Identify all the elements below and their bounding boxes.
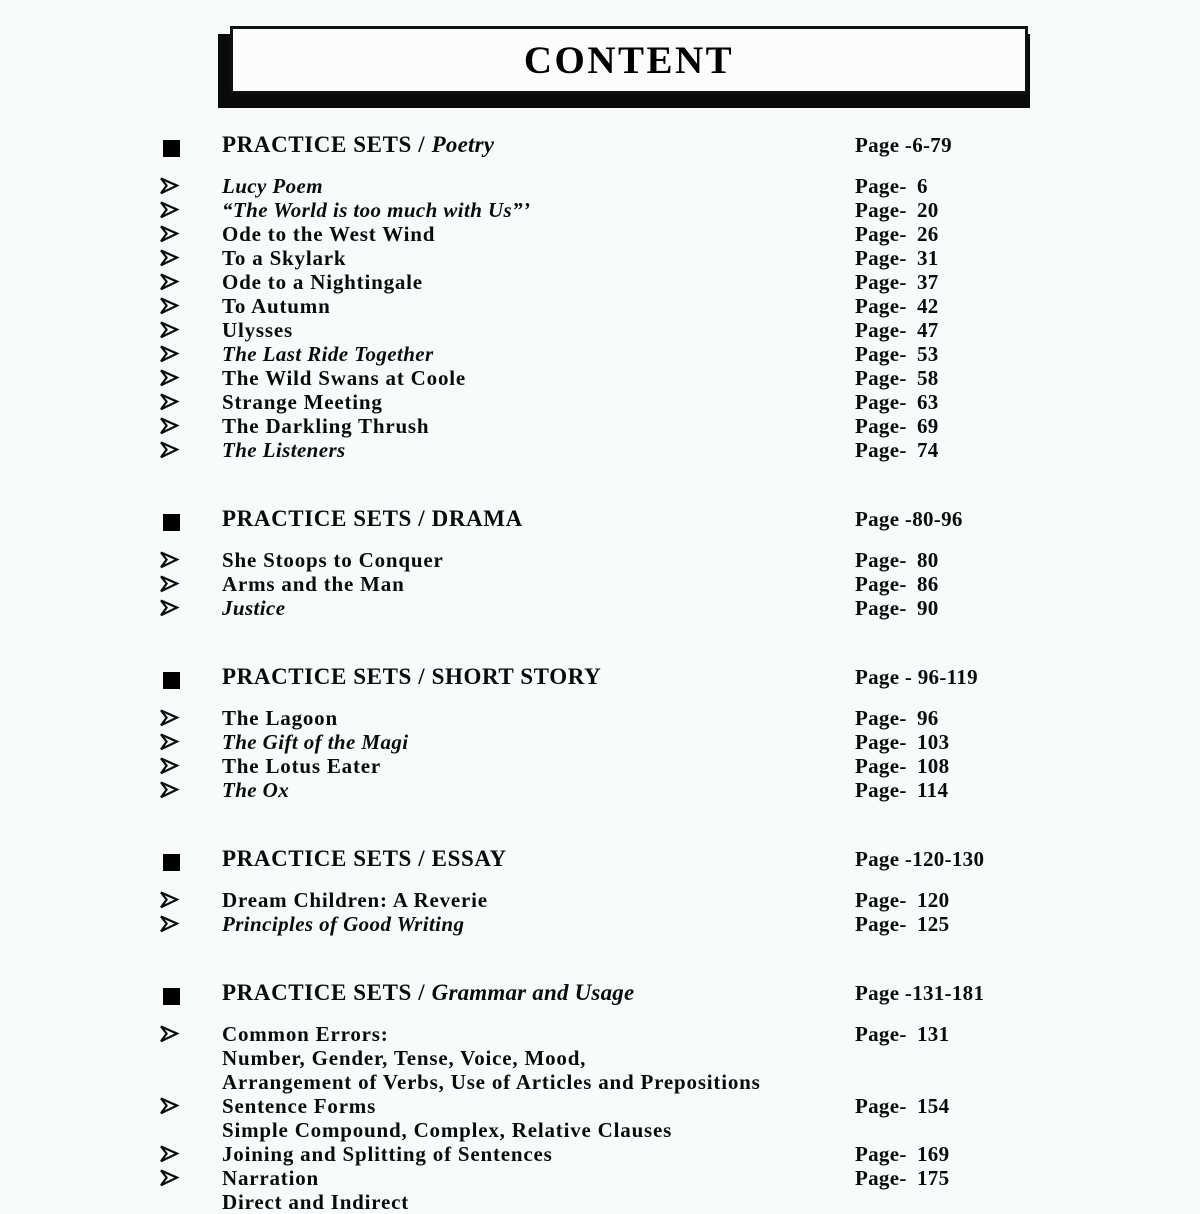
toc-entry[interactable] [0,438,1200,462]
toc-entry[interactable] [0,198,1200,222]
toc-entry-page-number: 80 [917,548,939,572]
toc-entry-page-number: 103 [917,730,950,754]
toc-entry-page-number: 96 [917,706,939,730]
toc-entry-page [855,1142,949,1166]
toc-entry[interactable] [0,1022,1200,1046]
filled-square-bullet-icon [163,140,180,157]
toc-entry[interactable] [0,912,1200,936]
toc-entry-page [855,1166,949,1190]
arrowhead-bullet-icon [159,599,181,617]
toc-entry-page-number: 125 [917,912,950,936]
toc-section-short-story [0,620,1200,802]
arrowhead-bullet-icon [159,1025,181,1043]
toc-entry[interactable] [0,596,1200,620]
toc-entry-page [855,706,939,730]
section-title-separator: / [411,506,432,531]
toc-entry-title: The Lotus Eater [222,754,381,778]
toc-entry[interactable] [0,706,1200,730]
toc-entry-page [855,318,939,342]
toc-entry[interactable] [0,778,1200,802]
toc-entry-title: Narration [222,1166,320,1190]
toc-section-essay [0,802,1200,936]
section-page-range: Page -131-181 [855,981,985,1005]
section-title-separator: / [411,980,432,1005]
toc-entry-page-number: 69 [917,414,939,438]
toc-entry[interactable] [0,730,1200,754]
section-title [222,660,601,694]
arrowhead-bullet-icon [159,781,181,799]
section-spacer [0,802,1200,828]
toc-entry-subline-text: Number, Gender, Tense, Voice, Mood, [222,1046,587,1070]
toc-entry-page-label: Page- [855,888,907,912]
section-page-range: Page -120-130 [855,847,985,871]
toc-entry-page-number: 154 [917,1094,950,1118]
arrowhead-bullet-icon [159,417,181,435]
section-items [0,174,1200,462]
toc-entry-page [855,754,949,778]
filled-square-bullet-icon [163,514,180,531]
toc-entry-page [855,246,939,270]
toc-entry-title: Arms and the Man [222,572,405,596]
toc-entry-title: The Darkling Thrush [222,414,430,438]
toc-entry[interactable] [0,390,1200,414]
title-banner-box [230,26,1028,94]
toc-entry-title: Sentence Forms [222,1094,377,1118]
section-items [0,548,1200,620]
toc-entry-title: Ode to the West Wind [222,222,436,246]
arrowhead-bullet-icon [159,249,181,267]
toc-entry-page [855,1022,949,1046]
toc-entry-title: The Lagoon [222,706,338,730]
arrowhead-bullet-icon [159,915,181,933]
section-title-category: SHORT STORY [431,664,602,689]
section-title [222,128,494,162]
toc-entry-page [855,912,949,936]
section-spacer [0,936,1200,962]
toc-entry-title: “The World is too much with Us”’ [222,198,531,222]
toc-entry-page-label: Page- [855,596,907,620]
arrowhead-bullet-icon [159,201,181,219]
toc-entry-page-number: 37 [917,270,939,294]
arrowhead-bullet-icon [159,575,181,593]
section-spacer [0,462,1200,488]
arrowhead-bullet-icon [159,393,181,411]
toc-entry-title: Lucy Poem [222,174,323,198]
toc-entry-title: Common Errors: [222,1022,389,1046]
arrowhead-bullet-icon [159,1145,181,1163]
toc-entry[interactable] [0,294,1200,318]
toc-entry-page-label: Page- [855,730,907,754]
toc-entry-page-number: 63 [917,390,939,414]
page-title-banner [218,26,1030,108]
toc-entry[interactable] [0,318,1200,342]
toc-entry-title: She Stoops to Conquer [222,548,444,572]
section-page-range: Page -6-79 [855,133,952,157]
toc-section-drama [0,462,1200,620]
toc-entry-page-number: 26 [917,222,939,246]
section-title-prefix: PRACTICE SETS [222,506,412,531]
section-heading-poetry[interactable] [0,128,1200,168]
table-of-contents [0,128,1200,1214]
toc-entry-page-number: 114 [917,778,949,802]
arrowhead-bullet-icon [159,551,181,569]
toc-entry[interactable] [0,572,1200,596]
toc-entry-page-label: Page- [855,246,907,270]
section-title-separator: / [411,664,432,689]
toc-entry-page-number: 42 [917,294,939,318]
toc-entry[interactable] [0,1142,1200,1166]
toc-entry-page-label: Page- [855,1022,907,1046]
section-title [222,502,523,536]
toc-entry-page [855,1094,949,1118]
section-items [0,706,1200,802]
toc-entry-subline-text: Arrangement of Verbs, Use of Articles and Prepositions [222,1070,761,1094]
toc-entry[interactable] [0,1166,1200,1190]
arrowhead-bullet-icon [159,757,181,775]
toc-entry-page-label: Page- [855,294,907,318]
toc-entry-title: The Wild Swans at Coole [222,366,467,390]
toc-entry-subline [0,1046,1200,1070]
section-title-prefix: PRACTICE SETS [222,846,412,871]
toc-entry[interactable] [0,342,1200,366]
toc-section-grammar-and-usage [0,936,1200,1214]
toc-entry-page-number: 53 [917,342,939,366]
toc-entry-page-label: Page- [855,778,907,802]
toc-entry[interactable] [0,414,1200,438]
toc-entry-page-number: 58 [917,366,939,390]
toc-entry-page [855,778,948,802]
toc-entry-page-label: Page- [855,342,907,366]
toc-entry-title: The Last Ride Together [222,342,434,366]
toc-entry-page [855,342,939,366]
toc-entry-page [855,888,949,912]
toc-entry-page-number: 47 [917,318,939,342]
toc-entry[interactable] [0,1094,1200,1118]
toc-entry-page-label: Page- [855,222,907,246]
toc-entry-subline-text: Direct and Indirect [222,1190,410,1214]
arrowhead-bullet-icon [159,1169,181,1187]
toc-entry-title: Dream Children: A Reverie [222,888,488,912]
toc-entry-page-label: Page- [855,318,907,342]
toc-entry-page-number: 86 [917,572,939,596]
toc-entry-page-number: 74 [917,438,939,462]
section-title-separator: / [411,846,432,871]
arrowhead-bullet-icon [159,733,181,751]
toc-entry-title: To a Skylark [222,246,347,270]
toc-entry-page [855,174,928,198]
toc-entry-subline-text: Simple Compound, Complex, Relative Clauses [222,1118,673,1142]
section-title-separator: / [411,132,432,157]
toc-entry[interactable] [0,246,1200,270]
arrowhead-bullet-icon [159,321,181,339]
toc-entry[interactable] [0,270,1200,294]
section-heading-essay[interactable] [0,842,1200,882]
toc-entry-page-number: 6 [917,174,928,198]
arrowhead-bullet-icon [159,225,181,243]
toc-entry-title: The Ox [222,778,290,802]
filled-square-bullet-icon [163,672,180,689]
arrowhead-bullet-icon [159,709,181,727]
section-heading-grammar-and-usage[interactable] [0,976,1200,1016]
toc-entry-page [855,222,939,246]
toc-entry-page [855,548,939,572]
toc-entry-page [855,572,939,596]
arrowhead-bullet-icon [159,273,181,291]
toc-entry-page-label: Page- [855,1094,907,1118]
toc-entry-page-number: 175 [917,1166,950,1190]
toc-entry[interactable] [0,754,1200,778]
toc-entry-page-label: Page- [855,548,907,572]
section-title-category: DRAMA [431,506,523,531]
toc-entry-page [855,198,939,222]
section-items [0,888,1200,936]
toc-entry-page-label: Page- [855,366,907,390]
toc-entry[interactable] [0,888,1200,912]
toc-entry-page [855,414,939,438]
toc-entry-title: Justice [222,596,286,620]
toc-entry-page [855,596,939,620]
filled-square-bullet-icon [163,854,180,871]
toc-entry-page-label: Page- [855,174,907,198]
toc-entry-page [855,390,939,414]
toc-entry-title: Principles of Good Writing [222,912,465,936]
toc-entry-page-label: Page- [855,438,907,462]
section-title-prefix: PRACTICE SETS [222,664,412,689]
section-title-category: Grammar and Usage [431,980,635,1005]
toc-entry-page-number: 90 [917,596,939,620]
section-title-prefix: PRACTICE SETS [222,132,412,157]
arrowhead-bullet-icon [159,1097,181,1115]
toc-entry-page [855,294,939,318]
page-title: CONTENT [523,38,735,82]
toc-section-poetry [0,128,1200,462]
toc-entry-page [855,730,949,754]
toc-entry-page-number: 169 [917,1142,950,1166]
toc-entry-subline [0,1190,1200,1214]
arrowhead-bullet-icon [159,369,181,387]
toc-entry[interactable] [0,548,1200,572]
toc-entry[interactable] [0,222,1200,246]
toc-entry-page-label: Page- [855,1142,907,1166]
toc-entry-subline [0,1118,1200,1142]
toc-entry-page-label: Page- [855,198,907,222]
section-title-prefix: PRACTICE SETS [222,980,412,1005]
toc-entry-page-label: Page- [855,1166,907,1190]
toc-entry-page [855,438,939,462]
arrowhead-bullet-icon [159,297,181,315]
section-items [0,1022,1200,1214]
toc-entry-page-label: Page- [855,706,907,730]
section-title-category: ESSAY [431,846,507,871]
toc-entry-page-number: 108 [917,754,950,778]
section-page-range: Page -80-96 [855,507,963,531]
filled-square-bullet-icon [163,988,180,1005]
arrowhead-bullet-icon [159,177,181,195]
toc-entry-title: Joining and Splitting of Sentences [222,1142,553,1166]
toc-entry[interactable] [0,174,1200,198]
toc-entry-title: The Gift of the Magi [222,730,409,754]
toc-entry-page-number: 20 [917,198,939,222]
toc-entry-page-number: 131 [917,1022,950,1046]
toc-entry-page [855,270,939,294]
toc-entry-page-number: 31 [917,246,939,270]
toc-entry-title: Ode to a Nightingale [222,270,423,294]
toc-entry-page-number: 120 [917,888,950,912]
toc-entry-page-label: Page- [855,414,907,438]
toc-entry-page [855,366,939,390]
arrowhead-bullet-icon [159,345,181,363]
section-heading-short-story[interactable] [0,660,1200,700]
toc-entry-title: To Autumn [222,294,331,318]
toc-entry-page-label: Page- [855,390,907,414]
toc-entry-subline [0,1070,1200,1094]
section-page-range: Page - 96-119 [855,665,978,689]
toc-entry-page-label: Page- [855,754,907,778]
toc-entry-page-label: Page- [855,270,907,294]
toc-entry-title: Ulysses [222,318,293,342]
toc-entry-title: The Listeners [222,438,346,462]
toc-entry-title: Strange Meeting [222,390,383,414]
toc-entry[interactable] [0,366,1200,390]
section-title [222,976,634,1010]
arrowhead-bullet-icon [159,891,181,909]
section-title [222,842,507,876]
toc-entry-page-label: Page- [855,572,907,596]
section-title-category: Poetry [431,132,495,157]
section-heading-drama[interactable] [0,502,1200,542]
arrowhead-bullet-icon [159,441,181,459]
section-spacer [0,620,1200,646]
toc-entry-page-label: Page- [855,912,907,936]
